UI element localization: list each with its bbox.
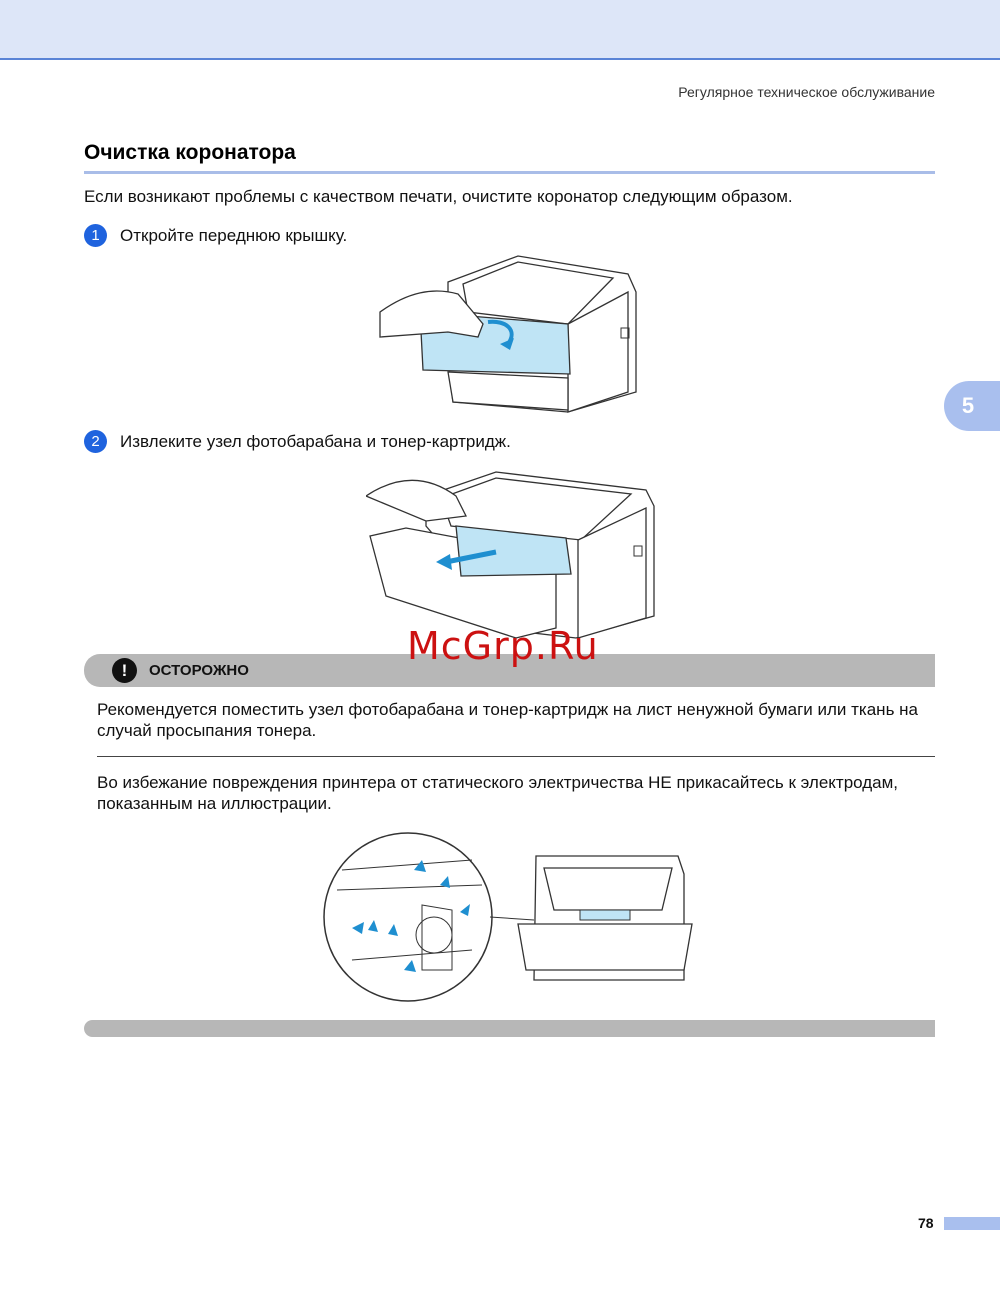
printer-open-cover-illustration xyxy=(378,252,640,417)
top-rule xyxy=(0,58,1000,60)
caution-label: ОСТОРОЖНО xyxy=(149,662,249,679)
intro-text: Если возникают проблемы с качеством печати, очистите коронатор следующим образом. xyxy=(84,187,793,206)
chapter-tab: 5 xyxy=(944,381,1000,431)
page-number: 78 xyxy=(918,1215,934,1231)
top-band xyxy=(0,0,1000,58)
step-text: Откройте переднюю крышку. xyxy=(120,225,348,245)
printer-remove-drum-illustration xyxy=(366,466,658,641)
running-header: Регулярное техническое обслуживание xyxy=(678,84,935,100)
divider xyxy=(97,756,935,757)
step-number-badge: 1 xyxy=(84,224,107,247)
caution-paragraph-2: Во избежание повреждения принтера от статического электричества НЕ прикасайтесь к электродам, показанным на иллюстрации. xyxy=(97,773,899,813)
step-text: Извлеките узел фотобарабана и тонер-картридж. xyxy=(120,431,511,451)
section-title: Очистка коронатора xyxy=(84,141,296,164)
warning-icon: ! xyxy=(112,658,137,683)
step-2 xyxy=(84,430,511,453)
caution-paragraph-1: Рекомендуется поместить узел фотобарабана и тонер-картридж на лист ненужной бумаги или ткань на случай просыпания тонера. xyxy=(97,700,918,740)
caution-bottom-bar xyxy=(84,1020,935,1037)
watermark: McGrp.Ru xyxy=(407,624,599,668)
title-rule xyxy=(84,171,935,174)
electrodes-illustration xyxy=(322,830,694,1006)
page-number-tab xyxy=(944,1217,1000,1230)
step-number-badge: 2 xyxy=(84,430,107,453)
step-1 xyxy=(84,224,347,247)
